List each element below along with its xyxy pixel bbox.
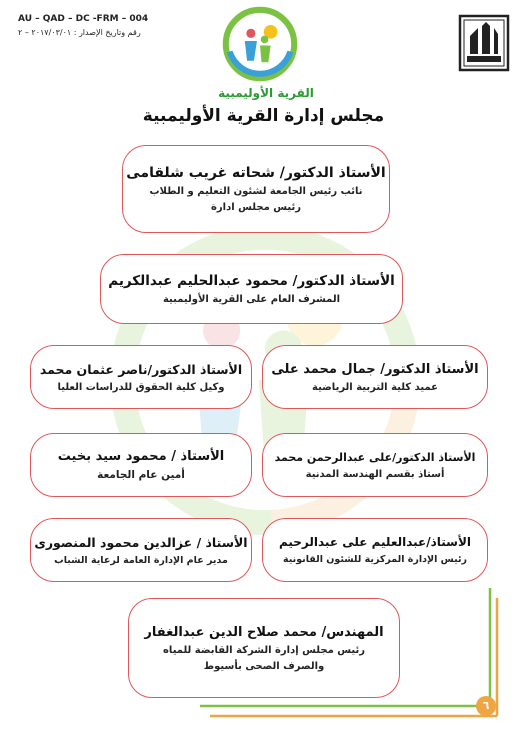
member-name: الأستاذ/عبدالعليم على عبدالرحيم: [278, 535, 472, 549]
assiut-university-emblem: [458, 14, 510, 72]
member-role: المشرف العام على القرية الأوليمبية: [162, 294, 341, 305]
member-role: مدير عام الإدارة العامة لرعاية الشباب: [54, 554, 228, 566]
member-role: عميد كلية التربية الرياضية: [312, 381, 438, 393]
member-card-legal-affairs-head: [262, 518, 488, 582]
member-name: الأستاذ الدكتور/ شحاته غريب شلقامى: [126, 165, 386, 181]
member-role: أمين عام الجامعة: [97, 469, 185, 481]
page-number: ٦: [476, 696, 496, 716]
member-card-chairman: [122, 145, 390, 233]
document-code: AU – QAD – DC -FRM – 004: [18, 14, 149, 24]
member-name: المهندس/ محمد صلاح الدين عبدالغفار: [144, 624, 384, 640]
member-role: وكيل كلية الحقوق للدراسات العليا: [57, 381, 225, 393]
page-title: مجلس إدارة القرية الأوليمبية: [142, 106, 385, 126]
member-name: الأستاذ الدكتور/ محمود عبدالحليم عبدالكريم: [108, 273, 395, 289]
member-role: رئيس مجلس إدارة الشركة القابضة للمياه: [163, 644, 365, 656]
member-role: والصرف الصحى بأسيوط: [203, 660, 325, 672]
member-name: الأستاذ الدكتور/ جمال محمد على: [271, 361, 479, 377]
member-role: أستاذ بقسم الهندسة المدنية: [305, 468, 445, 480]
member-card-civil-engineering-professor: [262, 433, 488, 497]
olympic-village-label: القرية الأوليمبية: [218, 86, 314, 100]
member-name: الأستاذ الدكتور/ناصر عثمان محمد: [39, 361, 243, 377]
member-card-youth-care-director: [30, 518, 252, 582]
olympic-village-logo: [222, 6, 298, 82]
member-card-general-supervisor: [100, 254, 403, 324]
member-name: الأستاذ / محمود سيد بخيت: [57, 449, 225, 464]
member-role: نائب رئيس الجامعة لشئون التعليم و الطلاب: [149, 186, 363, 197]
member-card-secretary-general: [30, 433, 252, 497]
member-name: الأستاذ / عزالدين محمود المنصورى: [34, 534, 248, 550]
member-role: رئيس مجلس ادارة: [211, 202, 301, 213]
member-name: الأستاذ الدكتور/على عبدالرحمن محمد: [274, 450, 476, 464]
issue-number-date: رقم وتاريخ الإصدار : ٢٠١٧/٠٣/٠١ – ٢: [18, 28, 141, 37]
member-role: رئيس الإدارة المركزية للشئون القانونية: [283, 554, 467, 565]
member-card-vice-dean-law: [30, 345, 252, 409]
member-card-dean-physical-education: [262, 345, 488, 409]
member-card-water-company-chairman: [128, 598, 400, 698]
